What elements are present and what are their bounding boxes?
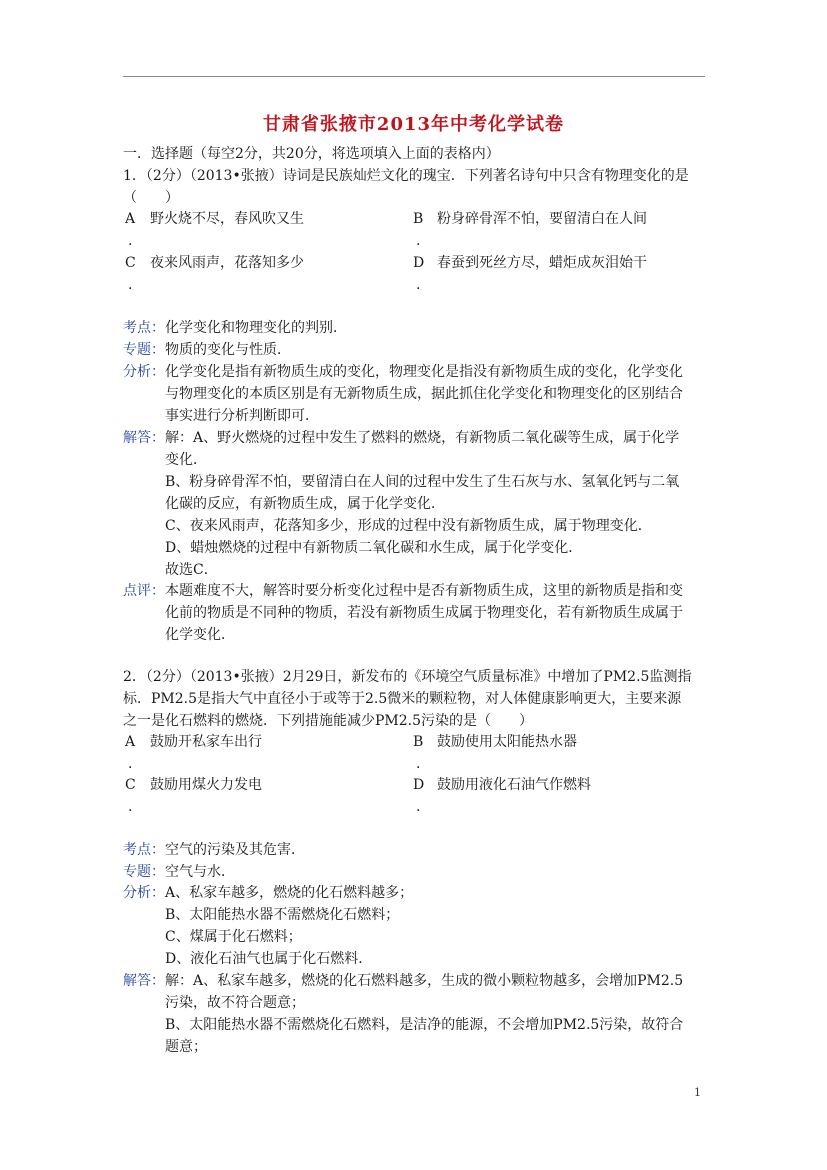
q1-fenxi-label: 分析： [123,364,165,380]
header-rule [123,76,705,77]
q1-option-c-letter: C [125,255,136,271]
q1-fenxi-line: 事实进行分析判断即可． [165,408,319,424]
q2-fenxi-label: 分析： [123,885,165,901]
q1-option-b-letter: B [413,211,424,227]
q2-jieda-label: 解答： [123,973,165,989]
q1-fenxi-line: 与物理变化的本质区别是有无新物质生成，据此抓住化学变化和物理变化的区别结合 [165,386,683,402]
q1-option-b: 粉身碎骨浑不怕，要留清白在人间 [437,211,647,227]
q1-dianping-line: 本题难度不大，解答时要分析变化过程中是否有新物质生成，这里的新物质是指和变 [165,583,683,599]
option-dot: . [128,756,133,772]
q2-jieda-line: 污染，故不符合题意； [165,995,305,1011]
q2-jieda-line: 题意； [165,1039,207,1055]
q2-jieda-line: 解：A、私家车越多，燃烧的化石燃料越多，生成的微小颗粒物越多，会增加PM2.5 [165,973,684,989]
option-dot: . [416,233,421,249]
q2-option-b-letter: B [413,734,424,750]
q2-zhuanti: 空气与水． [165,864,235,880]
q1-dianping-line: 化学变化． [165,627,235,643]
q2-stem-line-1: 2．（2分）（2013•张掖）2月29日，新发布的《环境空气质量标准》中增加了PM2.5监测指 [123,669,692,685]
q1-kaodian: 化学变化和物理变化的判别． [165,320,347,336]
q1-stem-line-2: （ ） [123,190,179,206]
q2-jieda-line: B、太阳能热水器不需燃烧化石燃料，是洁净的能源，不会增加PM2.5污染，故符合 [165,1017,684,1033]
q1-dianping-label: 点评： [123,583,165,599]
q2-option-c-letter: C [125,777,136,793]
option-dot: . [416,277,421,293]
q2-fenxi-line: A、私家车越多，燃烧的化石燃料越多； [165,885,414,901]
section-heading: 一．选择题（每空2分，共20分，将选项填入上面的表格内） [123,146,500,162]
q1-option-d-letter: D [413,255,425,271]
q2-fenxi-line: D、液化石油气也属于化石燃料． [165,951,373,967]
q1-dianping-line: 化前的物质是不同种的物质，若没有新物质生成属于物理变化，若有新物质生成属于 [165,605,683,621]
q1-option-d: 春蚕到死丝方尽，蜡炬成灰泪始干 [437,255,647,271]
q1-fenxi-line: 化学变化是指有新物质生成的变化，物理变化是指没有新物质生成的变化，化学变化 [165,364,683,380]
q1-jieda-label: 解答： [123,430,165,446]
option-dot: . [128,233,133,249]
q1-jieda-line: 变化． [165,452,207,468]
q1-zhuanti: 物质的变化与性质． [165,342,291,358]
q1-jieda-line: D、蜡烛燃烧的过程中有新物质二氧化碳和水生成，属于化学变化． [165,540,583,556]
q2-fenxi-line: C、煤属于化石燃料； [165,929,302,945]
q2-fenxi-line: B、太阳能热水器不需燃烧化石燃料； [165,907,400,923]
q1-jieda-line: B、粉身碎骨浑不怕，要留清白在人间的过程中发生了生石灰与水、氢氧化钙与二氧 [165,474,680,490]
option-dot: . [416,756,421,772]
page-title: 甘肃省张掖市2013年中考化学试卷 [262,114,565,135]
q2-zhuanti-label: 专题： [123,864,165,880]
q1-jieda-line: C、夜来风雨声，花落知多少，形成的过程中没有新物质生成，属于物理变化． [165,518,652,534]
q2-kaodian-label: 考点： [123,842,165,858]
page-number: 1 [694,1086,701,1099]
q2-option-a-letter: A [125,734,136,750]
q2-option-b: 鼓励使用太阳能热水器 [437,734,577,750]
q1-jieda-line: 故选C． [165,562,218,578]
q1-option-a-letter: A [125,211,136,227]
q2-stem-line-2: 标．PM2.5是指大气中直径小于或等于2.5微米的颗粒物，对人体健康影响更大，主要来源 [123,691,682,707]
q2-kaodian: 空气的污染及其危害． [165,842,305,858]
option-dot: . [128,277,133,293]
q2-option-d-letter: D [413,777,425,793]
q1-jieda-line: 解：A、野火燃烧的过程中发生了燃料的燃烧，有新物质二氧化碳等生成，属于化学 [165,430,680,446]
q1-stem-line-1: 1．（2分）（2013•张掖）诗词是民族灿烂文化的瑰宝．下列著名诗句中只含有物理变化的是 [123,168,689,184]
q2-stem-line-3: 之一是化石燃料的燃烧．下列措施能减少PM2.5污染的是（ ） [123,713,534,729]
option-dot: . [416,799,421,815]
q1-jieda-line: 化碳的反应，有新物质生成，属于化学变化． [165,496,445,512]
q1-option-a: 野火烧不尽，春风吹又生 [150,211,304,227]
q2-option-d: 鼓励用液化石油气作燃料 [437,777,591,793]
q2-option-a: 鼓励开私家车出行 [150,734,262,750]
q1-kaodian-label: 考点： [123,320,165,336]
q2-option-c: 鼓励用煤火力发电 [150,777,262,793]
q1-zhuanti-label: 专题： [123,342,165,358]
q1-option-c: 夜来风雨声，花落知多少 [150,255,304,271]
option-dot: . [128,799,133,815]
